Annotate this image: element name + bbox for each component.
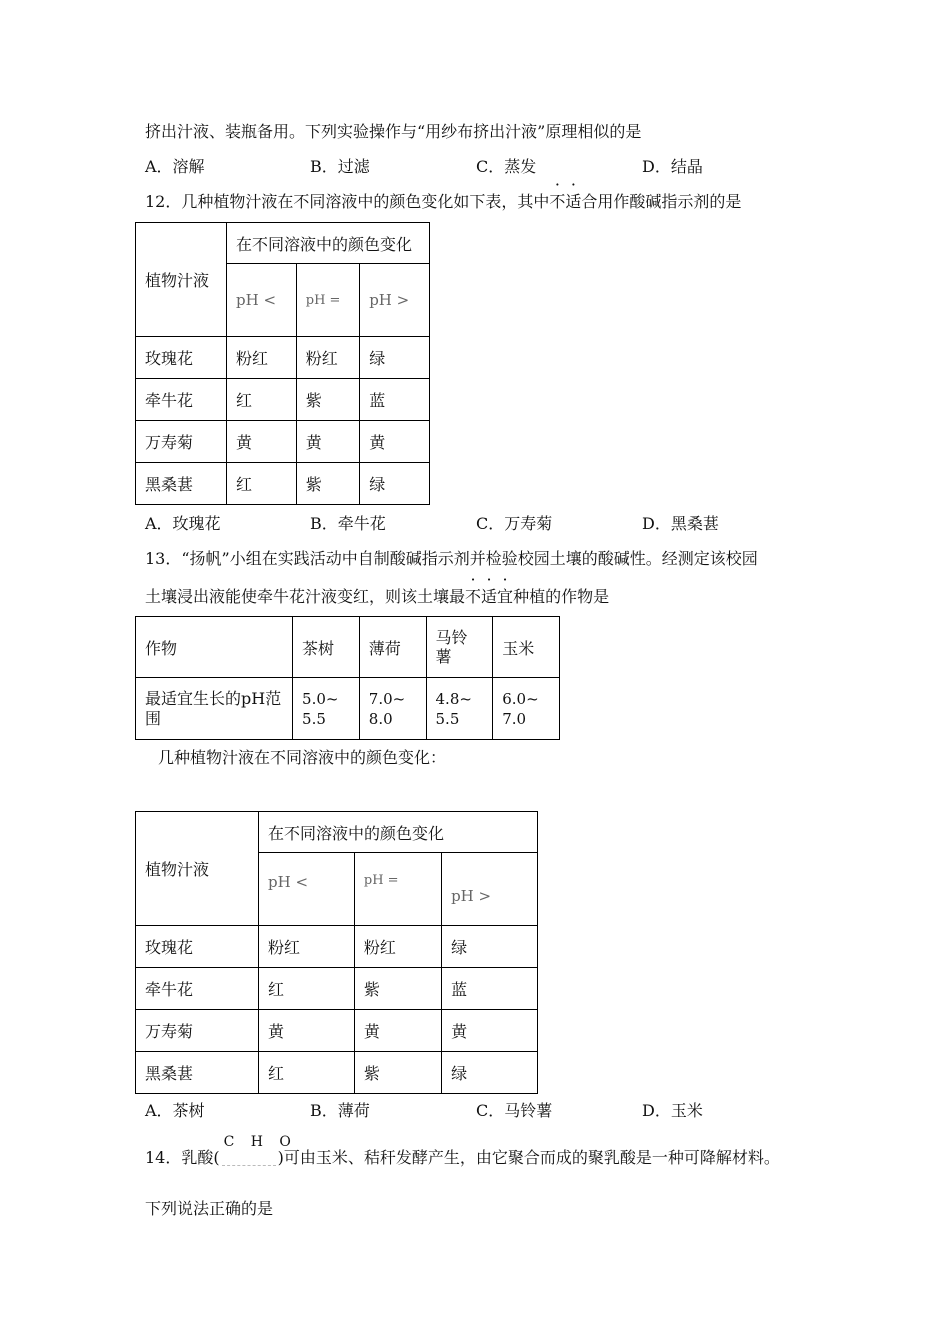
table-row: 牵牛花 红 紫 蓝 — [136, 379, 430, 421]
question-13-stem-cont: 土壤浸出液能使牵牛花汁液变红，则该土壤最不适宜种植的作物是 — [145, 584, 609, 607]
ph-header: pH > — [442, 853, 538, 926]
table-corner: 植物汁液 — [136, 223, 227, 337]
group-header: 在不同溶液中的颜色变化 — [259, 812, 538, 853]
option-a[interactable]: A．玫瑰花 — [145, 514, 221, 533]
crop-header: 茶树 — [293, 617, 360, 678]
emphasis-char: 适 — [481, 587, 498, 606]
emphasis-char: 不 — [549, 192, 566, 211]
option-b[interactable]: B．牵牛花 — [310, 514, 386, 533]
crop-ph-table — [135, 616, 560, 740]
table-corner: 植物汁液 — [136, 812, 259, 926]
option-c[interactable]: C．万寿菊 — [476, 514, 553, 533]
option-d[interactable]: D．黑桑葚 — [642, 514, 719, 533]
chemical-formula: C H O — [220, 1150, 278, 1168]
option-c[interactable]: C．蒸发 — [476, 157, 537, 176]
color-change-table — [135, 222, 430, 505]
option-b[interactable]: B．薄荷 — [310, 1101, 370, 1120]
row-label: 最适宜生长的pH范围 — [136, 678, 293, 740]
crop-header: 作物 — [136, 617, 293, 678]
emphasis-char: 适 — [565, 192, 582, 211]
table-caption: 几种植物汁液在不同溶液中的颜色变化： — [158, 748, 447, 767]
question-text: 挤出汁液、装瓶备用。下列实验操作与“用纱布挤出汁液”原理相似的是 — [145, 122, 642, 141]
option-b[interactable]: B．过滤 — [310, 157, 370, 176]
option-d[interactable]: D．结晶 — [642, 157, 703, 176]
ph-header: pH > — [360, 264, 430, 337]
question-14-stem: 14．乳酸( C H O )可由玉米、秸秆发酵产生，由它聚合而成的聚乳酸是一种可降解材料。 — [145, 1133, 780, 1167]
table-row: 玫瑰花 粉红 粉红 绿 — [136, 926, 538, 968]
crop-header: 薄荷 — [359, 617, 426, 678]
table-row: 万寿菊 黄 黄 黄 — [136, 421, 430, 463]
color-change-table — [135, 811, 538, 1094]
table-row: 牵牛花 红 紫 蓝 — [136, 968, 538, 1010]
ph-header: pH = — [296, 264, 359, 337]
question-12-stem: 12．几种植物汁液在不同溶液中的颜色变化如下表，其中不适合用作酸碱指示剂的是 — [145, 189, 741, 212]
table-row: 黑桑葚 红 紫 绿 — [136, 463, 430, 505]
crop-header: 玉米 — [493, 617, 560, 678]
question-13-stem: 13．“扬帆”小组在实践活动中自制酸碱指示剂并检验校园土壤的酸碱性。经测定该校园 — [145, 549, 758, 568]
question-14-stem-cont: 下列说法正确的是 — [145, 1199, 274, 1218]
emphasis-char: 不 — [465, 587, 482, 606]
table-row: 玫瑰花 粉红 粉红 绿 — [136, 337, 430, 379]
table-row: 最适宜生长的pH范围 5.0~5.5 7.0~8.0 4.8~5.5 6.0~7.0 — [136, 678, 560, 740]
table-row: 万寿菊 黄 黄 黄 — [136, 1010, 538, 1052]
group-header: 在不同溶液中的颜色变化 — [227, 223, 430, 264]
ph-header: pH < — [227, 264, 297, 337]
option-c[interactable]: C．马铃薯 — [476, 1101, 553, 1120]
ph-header: pH = — [354, 853, 441, 926]
table-row: 黑桑葚 红 紫 绿 — [136, 1052, 538, 1094]
emphasis-char: 宜 — [497, 587, 514, 606]
option-d[interactable]: D．玉米 — [642, 1101, 703, 1120]
ph-header: pH < — [259, 853, 355, 926]
option-a[interactable]: A．溶解 — [145, 157, 205, 176]
crop-header: 马铃薯 — [426, 617, 493, 678]
option-a[interactable]: A．茶树 — [145, 1101, 205, 1120]
